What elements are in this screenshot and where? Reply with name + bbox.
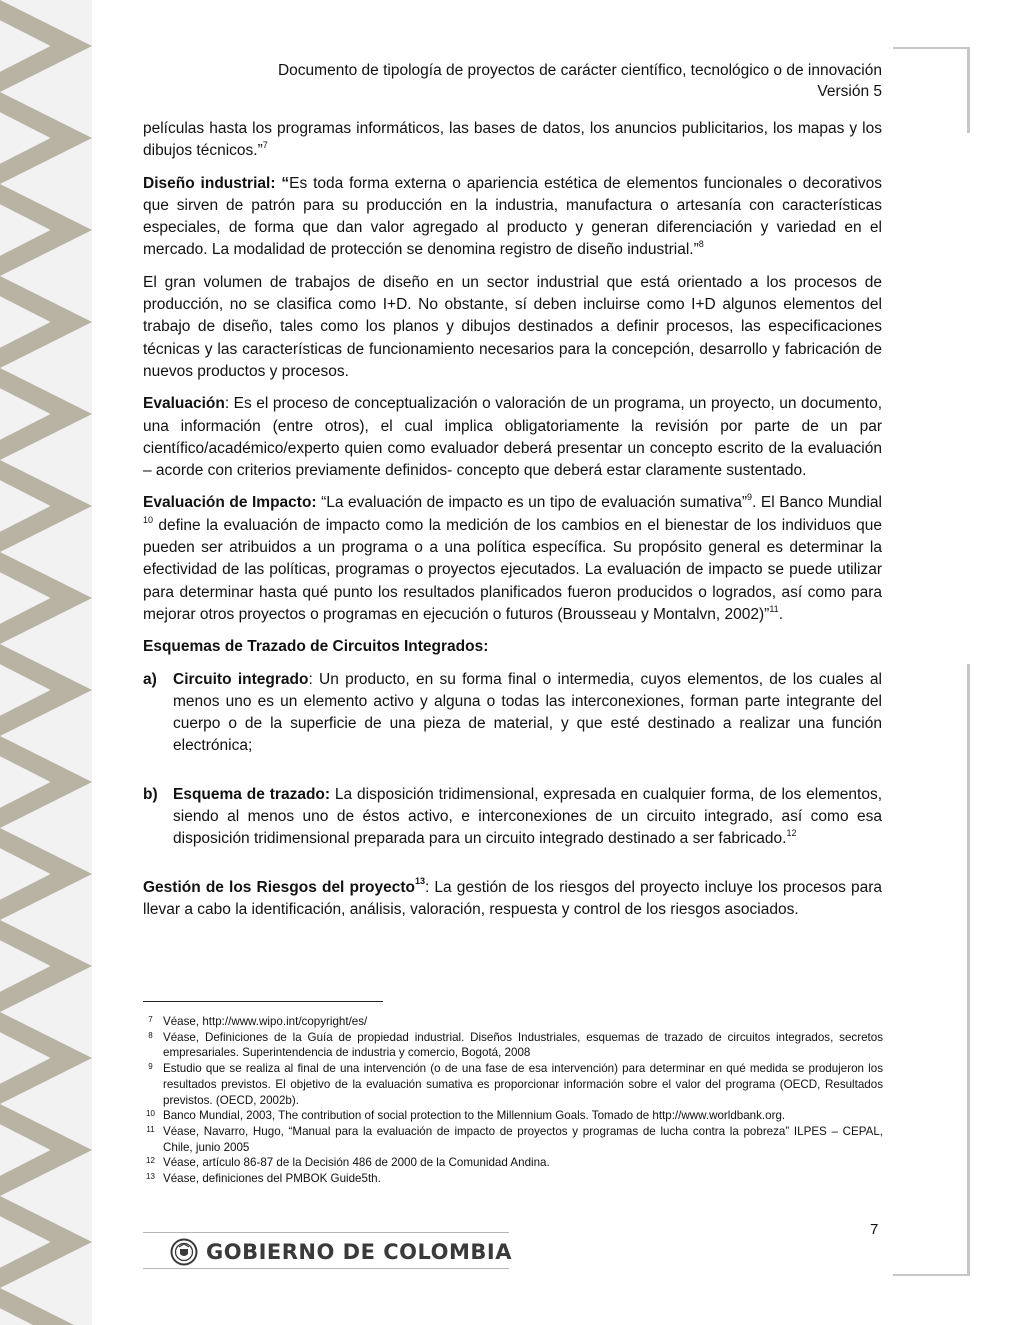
footer-logo-text: GOBIERNO DE COLOMBIA — [206, 1240, 512, 1264]
list-item-body — [173, 784, 882, 851]
term-label: Evaluación de Impacto: — [143, 494, 317, 512]
term-label: Esquema de trazado: — [173, 785, 331, 803]
list-item-esquema-trazado — [143, 784, 882, 851]
decorative-chevron-band — [0, 0, 92, 1325]
footnote-text: Véase, definiciones del PMBOK Guide5th. — [163, 1172, 381, 1186]
footnote-item — [138, 1030, 883, 1061]
footnote-number: 9 — [148, 1062, 153, 1072]
paragraph-text: películas hasta los programas informáticos, las bases de datos, los anuncios publicitarios, los mapas y los dibujos técnicos.” — [143, 120, 882, 160]
footnote-text: Véase, http://www.wipo.int/copyright/es/ — [163, 1015, 368, 1028]
page-body — [143, 118, 882, 931]
crop-mark-bottom-vertical — [967, 664, 970, 1276]
footnote-item — [138, 1171, 883, 1187]
footnote-item — [138, 1061, 883, 1108]
footnote-text: Véase, Navarro, Hugo, “Manual para la evaluación de impacto de proyectos y programas de lucha contra la pobreza” ILPES – CEPAL, Chile, junio 2005 — [163, 1124, 883, 1154]
footnote-number: 7 — [148, 1015, 153, 1024]
footnote-number: 13 — [146, 1172, 155, 1182]
paragraph-diseno-industrial — [143, 173, 882, 262]
term-label: Diseño industrial: “ — [143, 174, 290, 192]
footnote-number: 10 — [146, 1109, 155, 1119]
paragraph-gestion-riesgos — [143, 877, 882, 922]
paragraph-text: Es toda forma externa o apariencia estética de elementos funcionales o decorativos que sirven de patrón para su producción en la industria, manufactura o artesanía con características especiales, de forma que dan valor agregado al producto y generan diferenciación y variedad en el mercado. La modalidad de protección se denomina registro de diseño industrial.” — [143, 174, 882, 259]
list-marker: a) — [143, 670, 157, 688]
paragraph-text: “La evaluación de impacto es un tipo de evaluación sumativa” — [316, 494, 748, 512]
footnote-number: 8 — [148, 1030, 153, 1040]
document-header — [278, 60, 882, 102]
footnote-item — [138, 1014, 883, 1030]
footnote-separator — [143, 1001, 383, 1002]
footnote-ref[interactable]: 7 — [262, 140, 268, 151]
page-number: 7 — [870, 1221, 879, 1238]
list-item-text: La disposición tridimensional, expresada en cualquier forma, de los elementos, siendo al menos uno de éstos activo, e interconexiones de un circuito integrado, así como esa disposición tridimensional preparada para un circuito integrado destinado a ser fabricado. — [173, 785, 882, 848]
footnote-ref[interactable]: 10 — [143, 514, 154, 525]
header-version: Versión 5 — [817, 83, 882, 100]
heading-text: Esquemas de Trazado de Circuitos Integrados: — [143, 638, 489, 656]
colombia-coat-of-arms-icon — [170, 1238, 198, 1266]
footer-logo — [170, 1237, 512, 1267]
paragraph-text: . — [778, 605, 783, 623]
paragraph-evaluacion — [143, 393, 882, 482]
term-label: Evaluación — [143, 395, 225, 413]
crop-mark-top-vertical — [967, 47, 970, 133]
paragraph-text: : La gestión de los riesgos del proyecto incluye los procesos para llevar a cabo la identificación, análisis, valoración, respuesta y control de los riesgos asociados. — [143, 878, 882, 918]
footnote-item — [138, 1108, 883, 1124]
list-item-body — [173, 669, 882, 758]
paragraph-volumen-diseno — [143, 272, 882, 383]
footnote-text: Véase, Definiciones de la Guía de propiedad industrial. Diseños Industriales, esquemas de trazado de circuitos integrados, secretos empresariales. Superintendencia de industria y comercio, Bogotá, 2008 — [163, 1030, 883, 1060]
footnotes — [138, 1014, 883, 1187]
list-item-text: : Un producto, en su forma final o intermedia, cuyos elementos, de los cuales al menos uno es un elemento activo y alguna o todas las interconexiones, forman parte integrante del cuerpo o de la superficie de una pieza de material, y que esté destinado a realizar una función electrónica; — [173, 670, 882, 755]
spacer — [143, 861, 882, 877]
term-label — [143, 876, 425, 896]
footnote-ref[interactable]: 8 — [698, 239, 704, 250]
footnote-ref[interactable]: 11 — [769, 603, 779, 614]
list-marker: b) — [143, 785, 158, 803]
footnote-number: 11 — [146, 1124, 155, 1134]
paragraph-text: : Es el proceso de conceptualización o valoración de un programa, un proyecto, un documento, una información (entre otros), el cual implica obligatoriamente la revisión por parte de un par científico/académico/experto quien como evaluador deberá presentar un concepto escrito de la evaluación – acorde con criterios previamente definidos- concepto que deberá estar claramente sustentado. — [143, 395, 882, 480]
footnote-ref[interactable]: 13 — [414, 876, 425, 887]
header-title: Documento de tipología de proyectos de carácter científico, tecnológico o de innovación — [277, 62, 882, 79]
footnote-number: 12 — [146, 1156, 155, 1166]
crop-mark-bottom-horizontal — [893, 1274, 969, 1276]
paragraph-text: El gran volumen de trabajos de diseño en un sector industrial que está orientado a los procesos de producción, no se clasifica como I+D. No obstante, sí deben incluirse como I+D algunos elementos del trabajo de diseño, tales como los planos y dibujos destinados a definir procesos, las especificaciones técnicas y las características de funcionamiento necesarios para la concepción, desarrollo y fabricación de nuevos productos y procesos. — [143, 273, 882, 380]
footnote-ref[interactable]: 12 — [786, 828, 797, 839]
crop-mark-top-horizontal — [893, 47, 969, 49]
term-label: Circuito integrado — [173, 670, 309, 688]
footnote-item — [138, 1155, 883, 1171]
paragraph-text: define la evaluación de impacto como la medición de los cambios en el bienestar de los individuos que pueden ser atribuidos a un programa o a una política específica. Su propósito general es determinar la efectividad de las políticas, programas o proyectos ejecutados. La evaluación de impacto se puede utilizar para determinar hasta qué punto los resultados planificados fueron producidos o logrados, así como para mejorar otros proyectos o programas en ejecución o futuros (Brousseau y Montalvn, 2002)” — [143, 516, 882, 623]
list-item-circuito-integrado — [143, 669, 882, 758]
spacer — [143, 768, 882, 784]
paragraph-evaluacion-impacto — [143, 492, 882, 626]
footnote-ref[interactable]: 9 — [747, 492, 753, 503]
section-heading — [143, 636, 882, 658]
term-text: Gestión de los Riesgos del proyecto — [143, 878, 415, 896]
paragraph-text: . El Banco Mundial — [752, 494, 882, 512]
footnote-item — [138, 1124, 883, 1155]
paragraph-continuation — [143, 118, 882, 163]
footnote-text: Estudio que se realiza al final de una intervención (o de una fase de esa intervención) para determinar en qué medida se produjeron los resultados previstos. El objetivo de la evaluación sumativa es proporcionar información sobre el valor del programa (OECD, Resultados previstos. (OECD, 2002b). — [163, 1062, 883, 1107]
footer-bottom-line — [143, 1268, 509, 1269]
footer-top-line — [143, 1232, 509, 1233]
footnote-text: Véase, artículo 86-87 de la Decisión 486 de 2000 de la Comunidad Andina. — [163, 1156, 550, 1170]
footnote-text: Banco Mundial, 2003, The contribution of social protection to the Millennium Goals. Tomado de http://www.worldbank.org. — [163, 1109, 786, 1123]
